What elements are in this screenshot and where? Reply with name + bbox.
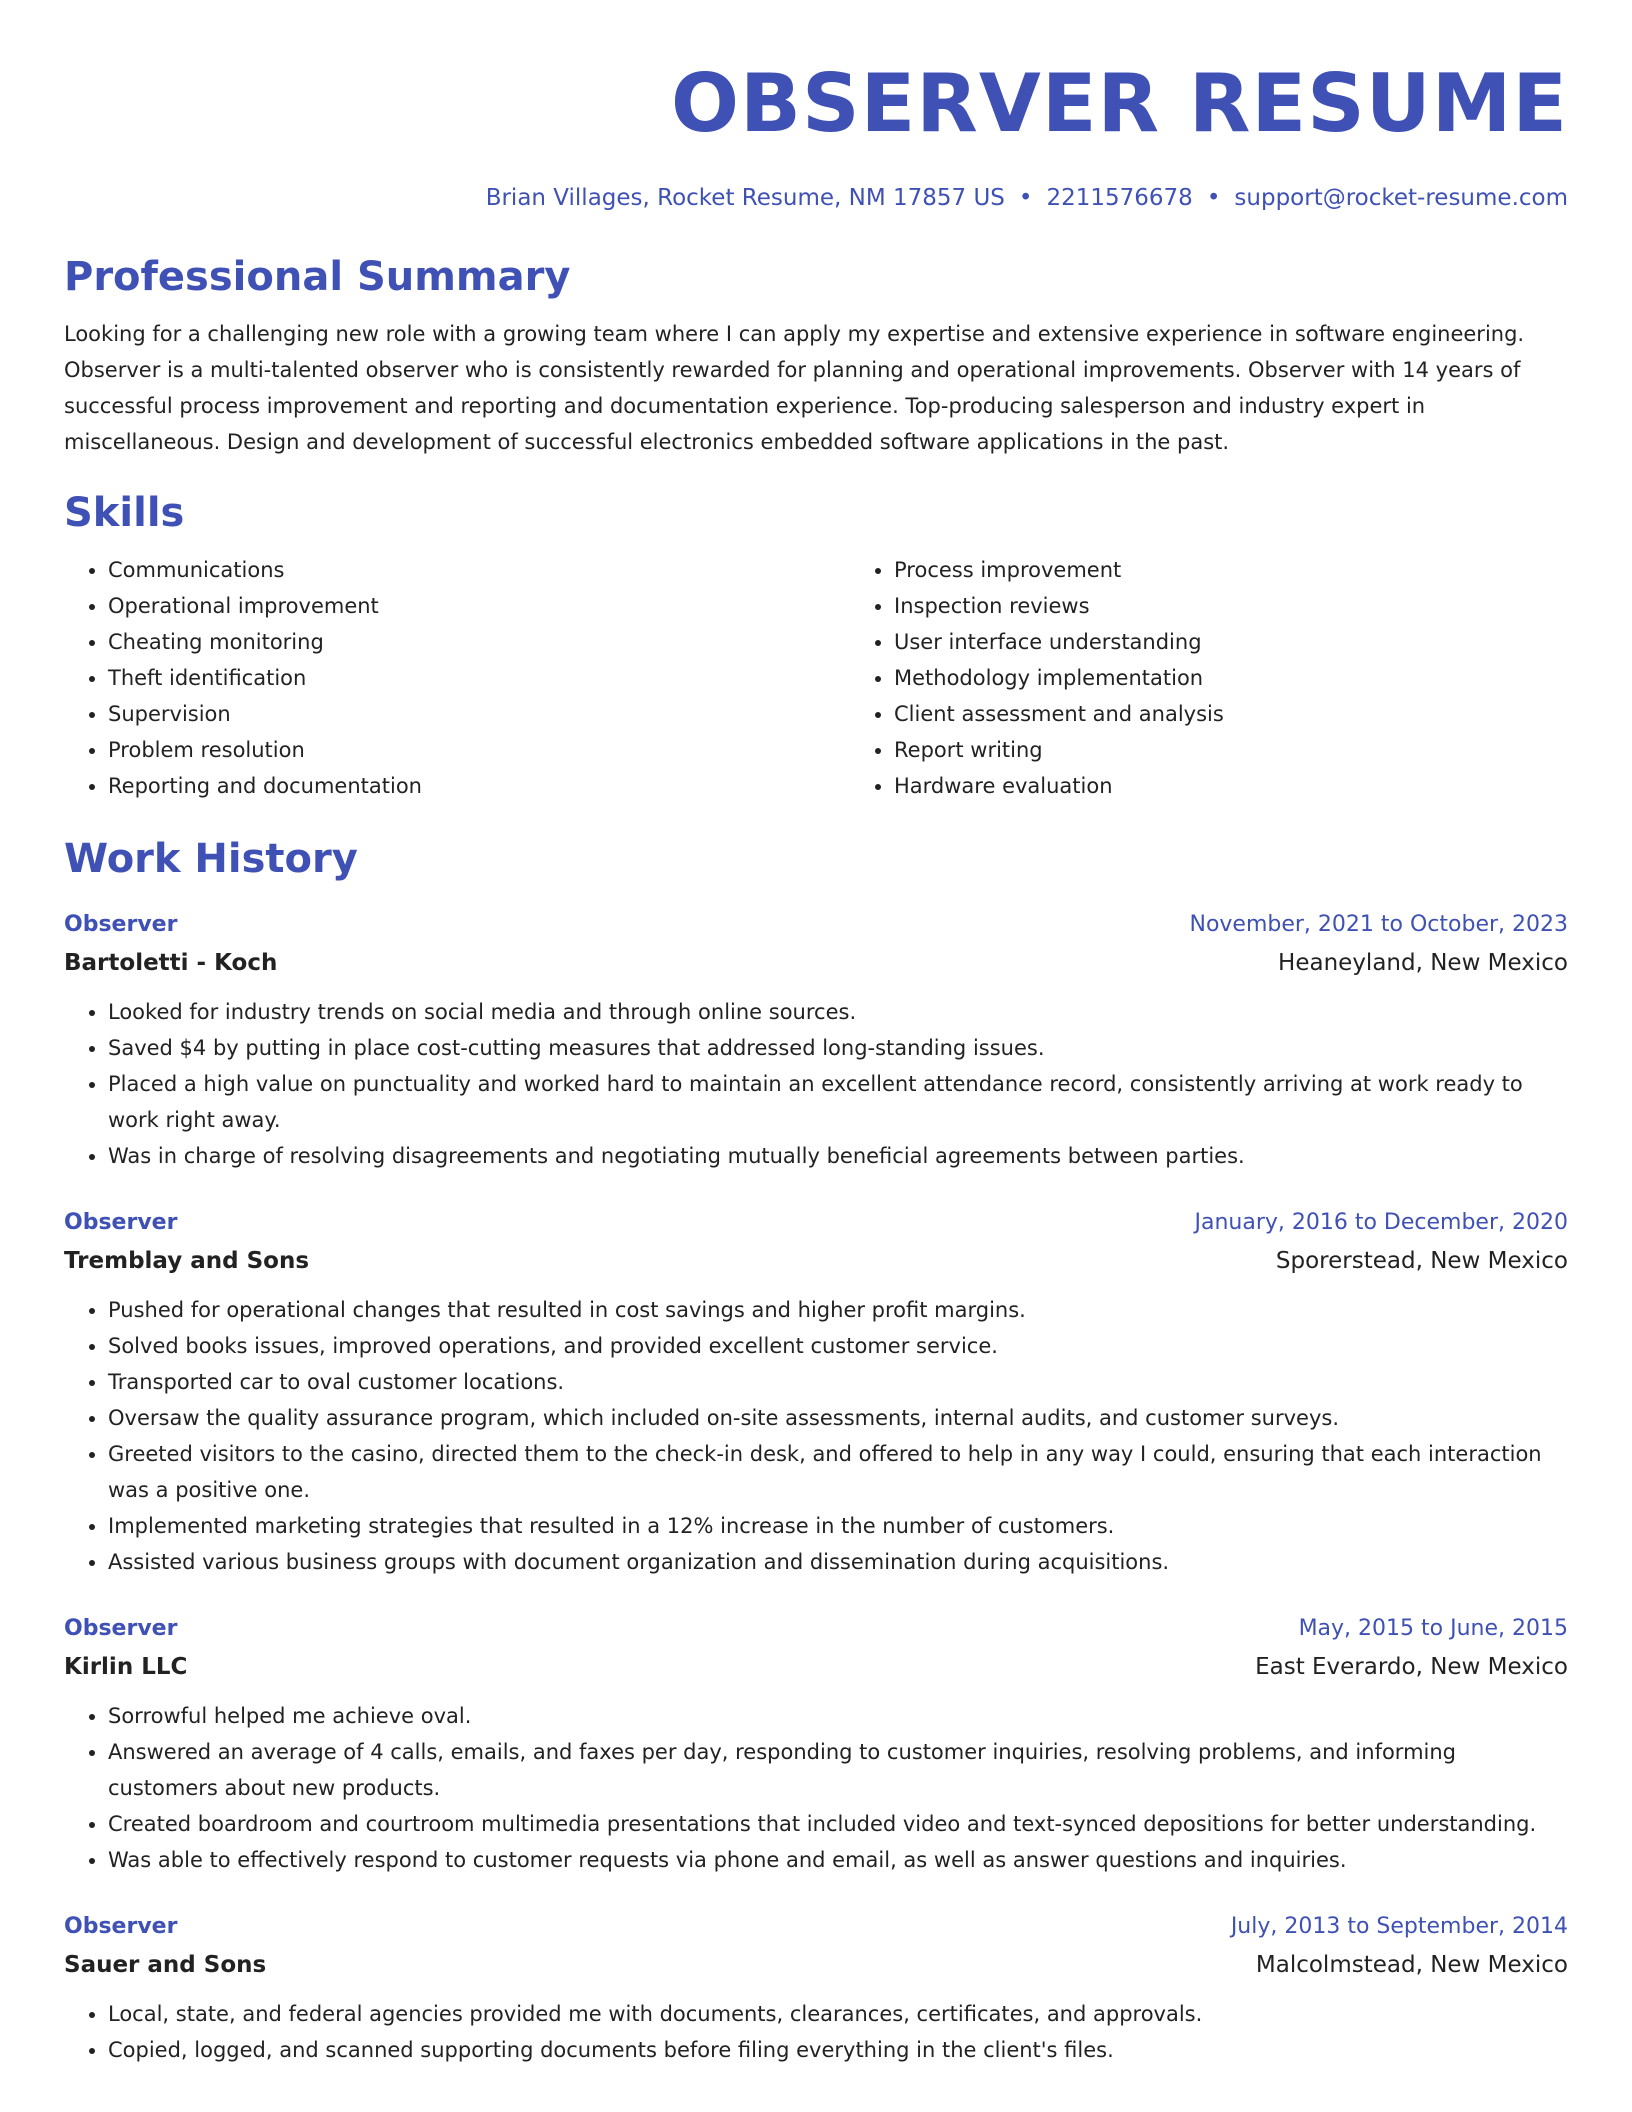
job-bullets bbox=[64, 1698, 1568, 1878]
job-bullet: • Assisted various business groups with document organization and dissemination during acquisitions. bbox=[108, 1544, 1568, 1580]
job-entry bbox=[64, 1204, 1568, 1580]
job-bullet: • Copied, logged, and scanned supporting documents before filing everything in the client's files. bbox=[108, 2032, 1568, 2068]
job-bullet: • Pushed for operational changes that resulted in cost savings and higher profit margins. bbox=[108, 1292, 1568, 1328]
job-dates: July, 2013 to September, 2014 bbox=[1230, 1914, 1568, 1939]
job-bullet: • Local, state, and federal agencies provided me with documents, clearances, certificates, and approvals. bbox=[108, 1996, 1568, 2032]
job-entry bbox=[64, 1610, 1568, 1878]
job-bullet: • Implemented marketing strategies that resulted in a 12% increase in the number of customers. bbox=[108, 1508, 1568, 1544]
job-company-row bbox=[64, 1946, 1568, 1984]
job-company: Bartoletti - Koch bbox=[64, 950, 278, 976]
skill-item: • Hardware evaluation bbox=[894, 768, 1632, 804]
job-bullet: • Looked for industry trends on social media and through online sources. bbox=[108, 994, 1568, 1030]
job-title: Observer bbox=[64, 1616, 178, 1641]
work-history-heading: Work History bbox=[64, 836, 358, 882]
job-company: Tremblay and Sons bbox=[64, 1248, 310, 1274]
job-entry bbox=[64, 1908, 1568, 2068]
skill-item: • Problem resolution bbox=[108, 732, 850, 768]
job-company-row bbox=[64, 1648, 1568, 1686]
job-dates: November, 2021 to October, 2023 bbox=[1189, 912, 1568, 937]
job-bullet: • Was able to effectively respond to customer requests via phone and email, as well as answer questions and inquiries. bbox=[108, 1842, 1568, 1878]
job-dates: May, 2015 to June, 2015 bbox=[1298, 1616, 1568, 1641]
contact-separator: • bbox=[1206, 185, 1221, 211]
job-entry bbox=[64, 906, 1568, 1174]
job-bullet: • Oversaw the quality assurance program, which included on-site assessments, internal audits, and customer surveys. bbox=[108, 1400, 1568, 1436]
summary-heading: Professional Summary bbox=[64, 254, 571, 300]
job-location: Sporerstead, New Mexico bbox=[1275, 1248, 1568, 1274]
resume-page bbox=[64, 52, 1568, 2068]
job-bullet: • Placed a high value on punctuality and worked hard to maintain an excellent attendance record, consistently arriving at work ready to work right away. bbox=[108, 1066, 1568, 1138]
skill-item: • Methodology implementation bbox=[894, 660, 1632, 696]
job-company-row bbox=[64, 1242, 1568, 1280]
contact-line bbox=[64, 180, 1568, 216]
job-bullet: • Transported car to oval customer locations. bbox=[108, 1364, 1568, 1400]
skill-item: • Report writing bbox=[894, 732, 1632, 768]
job-location: Heaneyland, New Mexico bbox=[1278, 950, 1568, 976]
skill-item: • Theft identification bbox=[108, 660, 850, 696]
skill-item: • Operational improvement bbox=[108, 588, 850, 624]
job-title: Observer bbox=[64, 912, 178, 937]
skill-item: • Client assessment and analysis bbox=[894, 696, 1632, 732]
skill-item: • Process improvement bbox=[894, 552, 1632, 588]
job-company: Kirlin LLC bbox=[64, 1654, 188, 1680]
skill-item: • Supervision bbox=[108, 696, 850, 732]
skill-item: • Communications bbox=[108, 552, 850, 588]
job-location: East Everardo, New Mexico bbox=[1255, 1654, 1568, 1680]
contact-address: Brian Villages, Rocket Resume, NM 17857 US bbox=[485, 185, 1005, 211]
job-bullets bbox=[64, 1996, 1568, 2068]
job-company-row bbox=[64, 944, 1568, 982]
job-title: Observer bbox=[64, 1914, 178, 1939]
summary-text: Looking for a challenging new role with a growing team where I can apply my expertise and extensive experience in software engineering. Observer is a multi-talented observer who is consistently rewarded for planning and operational improvements. Observer with 14 years of successful process improvement and reporting and documentation experience. Top-producing salesperson and industry expert in miscellaneous. Design and development of successful electronics embedded software applications in the past. bbox=[64, 322, 1525, 454]
job-header-row bbox=[64, 1908, 1568, 1946]
job-header-row bbox=[64, 906, 1568, 944]
job-bullets bbox=[64, 1292, 1568, 1580]
contact-email: support@rocket-resume.com bbox=[1234, 185, 1568, 211]
skills-list bbox=[64, 552, 1568, 804]
job-bullet: • Created boardroom and courtroom multimedia presentations that included video and text-synced depositions for better understanding. bbox=[108, 1806, 1568, 1842]
skills-heading: Skills bbox=[64, 490, 185, 536]
contact-separator: • bbox=[1018, 185, 1033, 211]
job-company: Sauer and Sons bbox=[64, 1952, 267, 1978]
skills-column-left bbox=[64, 552, 850, 804]
job-header-row bbox=[64, 1204, 1568, 1242]
job-bullet: • Sorrowful helped me achieve oval. bbox=[108, 1698, 1568, 1734]
resume-title: OBSERVER RESUME bbox=[671, 57, 1568, 150]
skill-item: • Inspection reviews bbox=[894, 588, 1632, 624]
job-bullet: • Greeted visitors to the casino, directed them to the check-in desk, and offered to help in any way I could, ensuring that each interaction was a positive one. bbox=[108, 1436, 1568, 1508]
job-header-row bbox=[64, 1610, 1568, 1648]
job-bullet: • Was in charge of resolving disagreements and negotiating mutually beneficial agreements between parties. bbox=[108, 1138, 1568, 1174]
job-bullet: • Saved $4 by putting in place cost-cutting measures that addressed long-standing issues. bbox=[108, 1030, 1568, 1066]
job-location: Malcolmstead, New Mexico bbox=[1255, 1952, 1568, 1978]
skills-column-right bbox=[850, 552, 1632, 804]
job-bullet: • Solved books issues, improved operations, and provided excellent customer service. bbox=[108, 1328, 1568, 1364]
contact-phone: 2211576678 bbox=[1046, 185, 1193, 211]
skill-item: • Reporting and documentation bbox=[108, 768, 850, 804]
job-title: Observer bbox=[64, 1210, 178, 1235]
skill-item: • User interface understanding bbox=[894, 624, 1632, 660]
skill-item: • Cheating monitoring bbox=[108, 624, 850, 660]
job-dates: January, 2016 to December, 2020 bbox=[1194, 1210, 1568, 1235]
job-bullets bbox=[64, 994, 1568, 1174]
job-bullet: • Answered an average of 4 calls, emails, and faxes per day, responding to customer inquiries, resolving problems, and informing customers about new products. bbox=[108, 1734, 1568, 1806]
